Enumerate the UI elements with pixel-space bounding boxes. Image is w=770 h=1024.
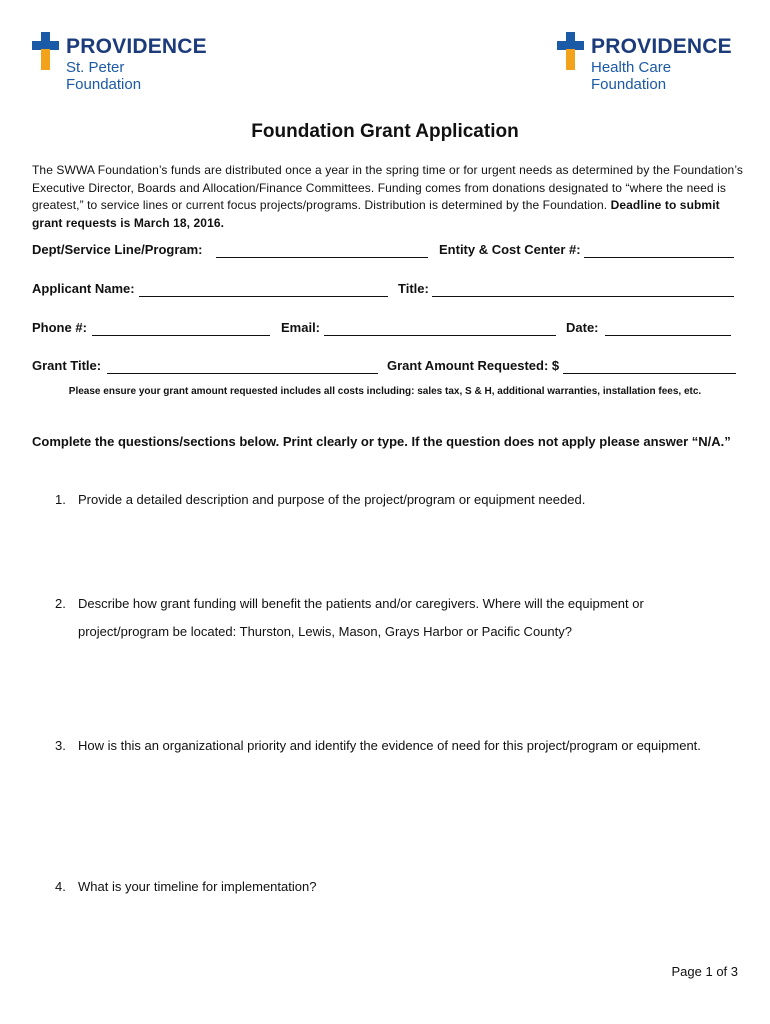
question-text: How is this an organizational priority and identify the evidence of need for this project/program or equipment. — [78, 738, 701, 753]
logo-subtitle — [66, 59, 141, 93]
dept-label: Dept/Service Line/Program: — [32, 242, 203, 257]
question-text: What is your timeline for implementation? — [78, 879, 317, 894]
phone-label: Phone #: — [32, 320, 87, 335]
form-row-dept — [0, 242, 770, 262]
entity-field[interactable] — [584, 257, 734, 258]
grant-amount-field[interactable] — [563, 373, 736, 374]
title-label: Title: — [398, 281, 429, 296]
form-row-grant — [0, 358, 770, 378]
instructions: Complete the questions/sections below. Print clearly or type. If the question does not apply please answer “N/A.” — [32, 434, 731, 449]
page-title: Foundation Grant Application — [251, 121, 519, 142]
grant-title-field[interactable] — [107, 373, 378, 374]
question-number: 3. — [55, 738, 66, 753]
grant-title-label: Grant Title: — [32, 358, 102, 373]
logo-line2: Foundation — [591, 76, 667, 93]
logo-brand: PROVIDENCE — [591, 35, 732, 58]
question-number: 4. — [55, 879, 66, 894]
question-number: 1. — [55, 492, 66, 507]
cost-note: Please ensure your grant amount requested includes all costs including: sales tax, S & H, additional warranties, installation fees, etc. — [68, 386, 702, 397]
logo-subtitle — [591, 59, 671, 93]
title-field[interactable] — [432, 296, 734, 297]
email-field[interactable] — [324, 335, 556, 336]
grant-amount-label: Grant Amount Requested: $ — [387, 358, 560, 373]
intro-text: The SWWA Foundation’s funds are distributed once a year in the spring time or for urgent needs as determined by the Foundation’s Executive Director, Boards and Allocation/Finance Committees. Funding comes from donations designated to “where the need is greatest,” to service lines or current focus projects/programs. Distribution is determined by the Foundation. — [32, 163, 743, 213]
form-row-contact — [0, 320, 770, 340]
logo-st-peter-foundation — [32, 32, 222, 102]
logo-line2: Foundation — [66, 76, 142, 93]
email-label: Email: — [281, 320, 321, 335]
dept-field[interactable] — [216, 257, 428, 258]
deadline-text: Deadline to submit grant requests is March 18, 2016. — [32, 198, 720, 230]
intro-paragraph — [32, 162, 744, 232]
logo-line1: St. Peter — [66, 59, 125, 76]
providence-cross-icon — [32, 32, 60, 70]
question-text: Provide a detailed description and purpose of the project/program or equipment needed. — [78, 492, 586, 507]
applicant-field[interactable] — [139, 296, 388, 297]
providence-cross-icon — [557, 32, 585, 70]
page-number: Page 1 of 3 — [671, 964, 738, 979]
logo-brand: PROVIDENCE — [66, 35, 207, 58]
logo-health-care-foundation — [557, 32, 747, 102]
logo-line1: Health Care — [591, 59, 672, 76]
form-row-applicant — [0, 281, 770, 301]
entity-label: Entity & Cost Center #: — [439, 242, 581, 257]
date-label: Date: — [566, 320, 599, 335]
question-text: Describe how grant funding will benefit the patients and/or caregivers. Where will the equipment or project/program be located: Thurston, Lewis, Mason, Grays Harbor or Pacific County? — [78, 596, 644, 639]
phone-field[interactable] — [92, 335, 270, 336]
question-number: 2. — [55, 596, 66, 611]
applicant-label: Applicant Name: — [32, 281, 135, 296]
date-field[interactable] — [605, 335, 731, 336]
